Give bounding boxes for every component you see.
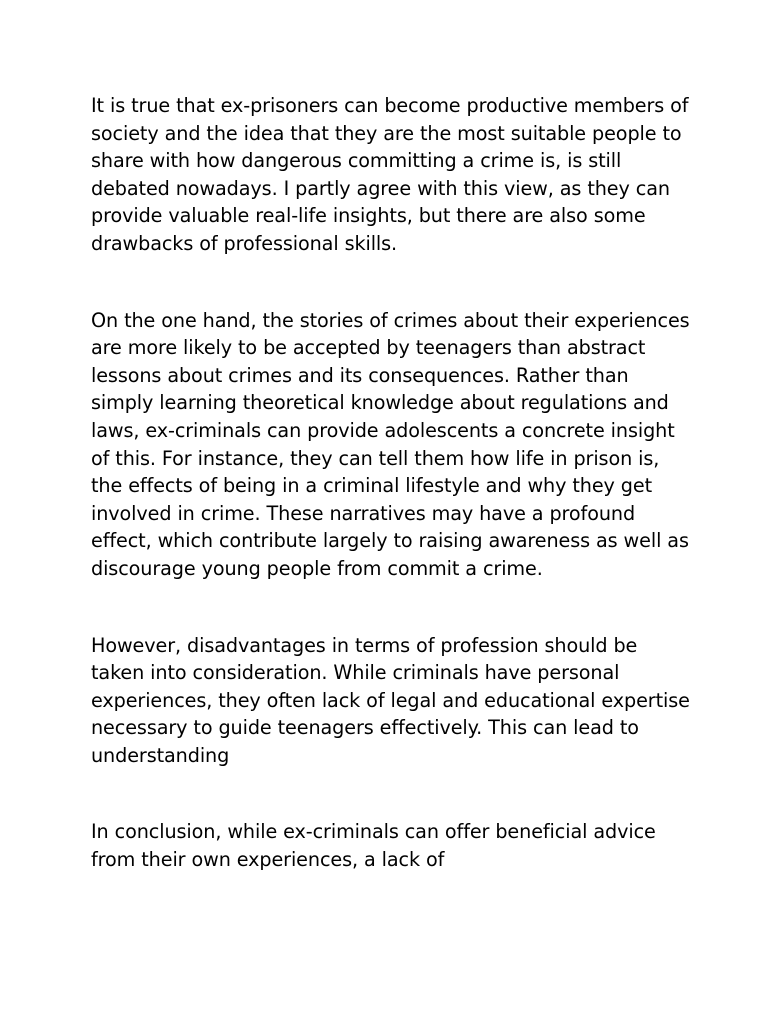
paragraph-introduction: It is true that ex-prisoners can become productive members of society and the idea that they are the most suitable people to share with how dangerous committing a crime is, is still debated nowadays. I partly agree with this view, as they can provide valuable real-life insights, but there are also some drawbacks of professional skills.: [91, 94, 689, 255]
paragraph-body-disadvantages: However, disadvantages in terms of profession should be taken into consideration. While criminals have personal experiences, they often lack of legal and educational expertise necessary to guide teenagers effectively. This can lead to understanding: [91, 633, 690, 767]
paragraph-body-advantages: On the one hand, the stories of crimes about their experiences are more likely to be accepted by teenagers than abstract lessons about crimes and its consequences. Rather than simply learning theoretical knowledge about regulations and laws, ex-criminals can provide adolescents a concrete insight of this. For instance, they can tell them how life in prison is, the effects of being in a criminal lifestyle and why they get involved in crime. These narratives may have a profound effect, which contribute largely to raising awareness as well as discourage young people from commit a crime.: [91, 308, 690, 580]
paragraph-conclusion: In conclusion, while ex-criminals can offer beneficial advice from their own experiences, a lack of: [91, 820, 656, 872]
document-body: [91, 92, 691, 923]
